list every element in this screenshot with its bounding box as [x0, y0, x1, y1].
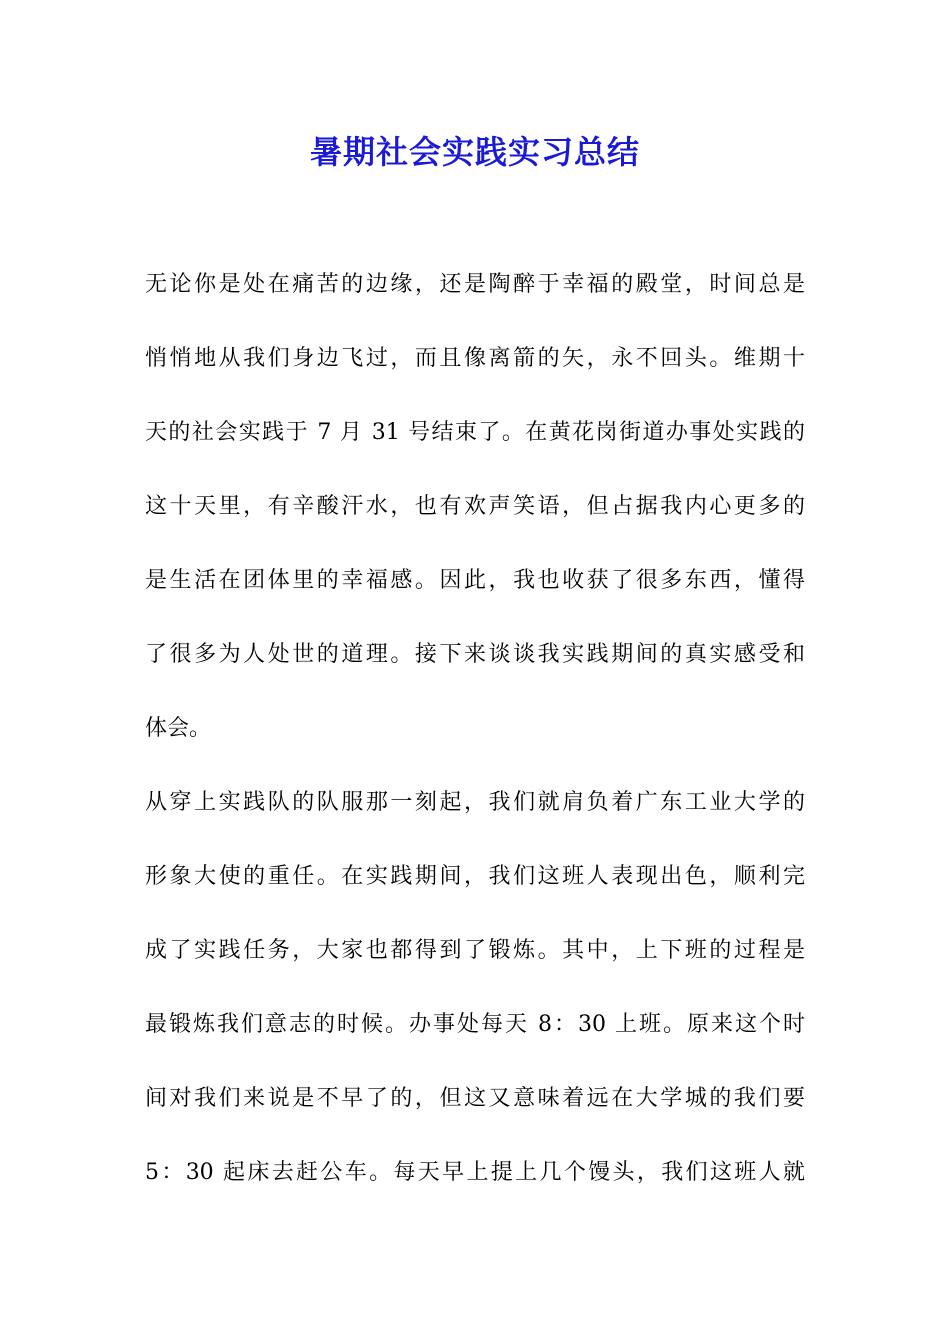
paragraph-2	[145, 777, 805, 1199]
paragraph-1	[145, 259, 805, 755]
text-line: 天的社会实践于 7 月 31 号结束了。在黄花岗街道办事处实践的	[145, 420, 805, 445]
text-line: 无论你是处在痛苦的边缘，还是陶醉于幸福的殿堂，时间总是	[145, 272, 805, 297]
text-line: 成了实践任务，大家也都得到了锻炼。其中，上下班的过程是	[145, 938, 805, 963]
document-title: 暑期社会实践实习总结	[309, 133, 640, 171]
text-line: 最锻炼我们意志的时候。办事处每天 8：30 上班。原来这个时	[145, 1012, 805, 1037]
text-line: 形象大使的重任。在实践期间，我们这班人表现出色，顺利完	[145, 864, 805, 889]
text-line: 是生活在团体里的幸福感。因此，我也收获了很多东西，懂得	[145, 568, 805, 593]
text-line: 从穿上实践队的队服那一刻起，我们就肩负着广东工业大学的	[145, 790, 805, 815]
text-line: 体会。	[145, 716, 212, 741]
text-line: 间对我们来说是不早了的，但这又意味着远在大学城的我们要	[145, 1086, 805, 1111]
text-line: 这十天里，有辛酸汗水，也有欢声笑语，但占据我内心更多的	[145, 494, 805, 519]
document-body	[145, 259, 805, 1221]
text-line: 悄悄地从我们身边飞过，而且像离箭的矢，永不回头。维期十	[145, 346, 805, 371]
text-line: 了很多为人处世的道理。接下来谈谈我实践期间的真实感受和	[145, 642, 805, 667]
text-line: 5：30 起床去赶公车。每天早上提上几个馒头，我们这班人就	[145, 1160, 805, 1185]
